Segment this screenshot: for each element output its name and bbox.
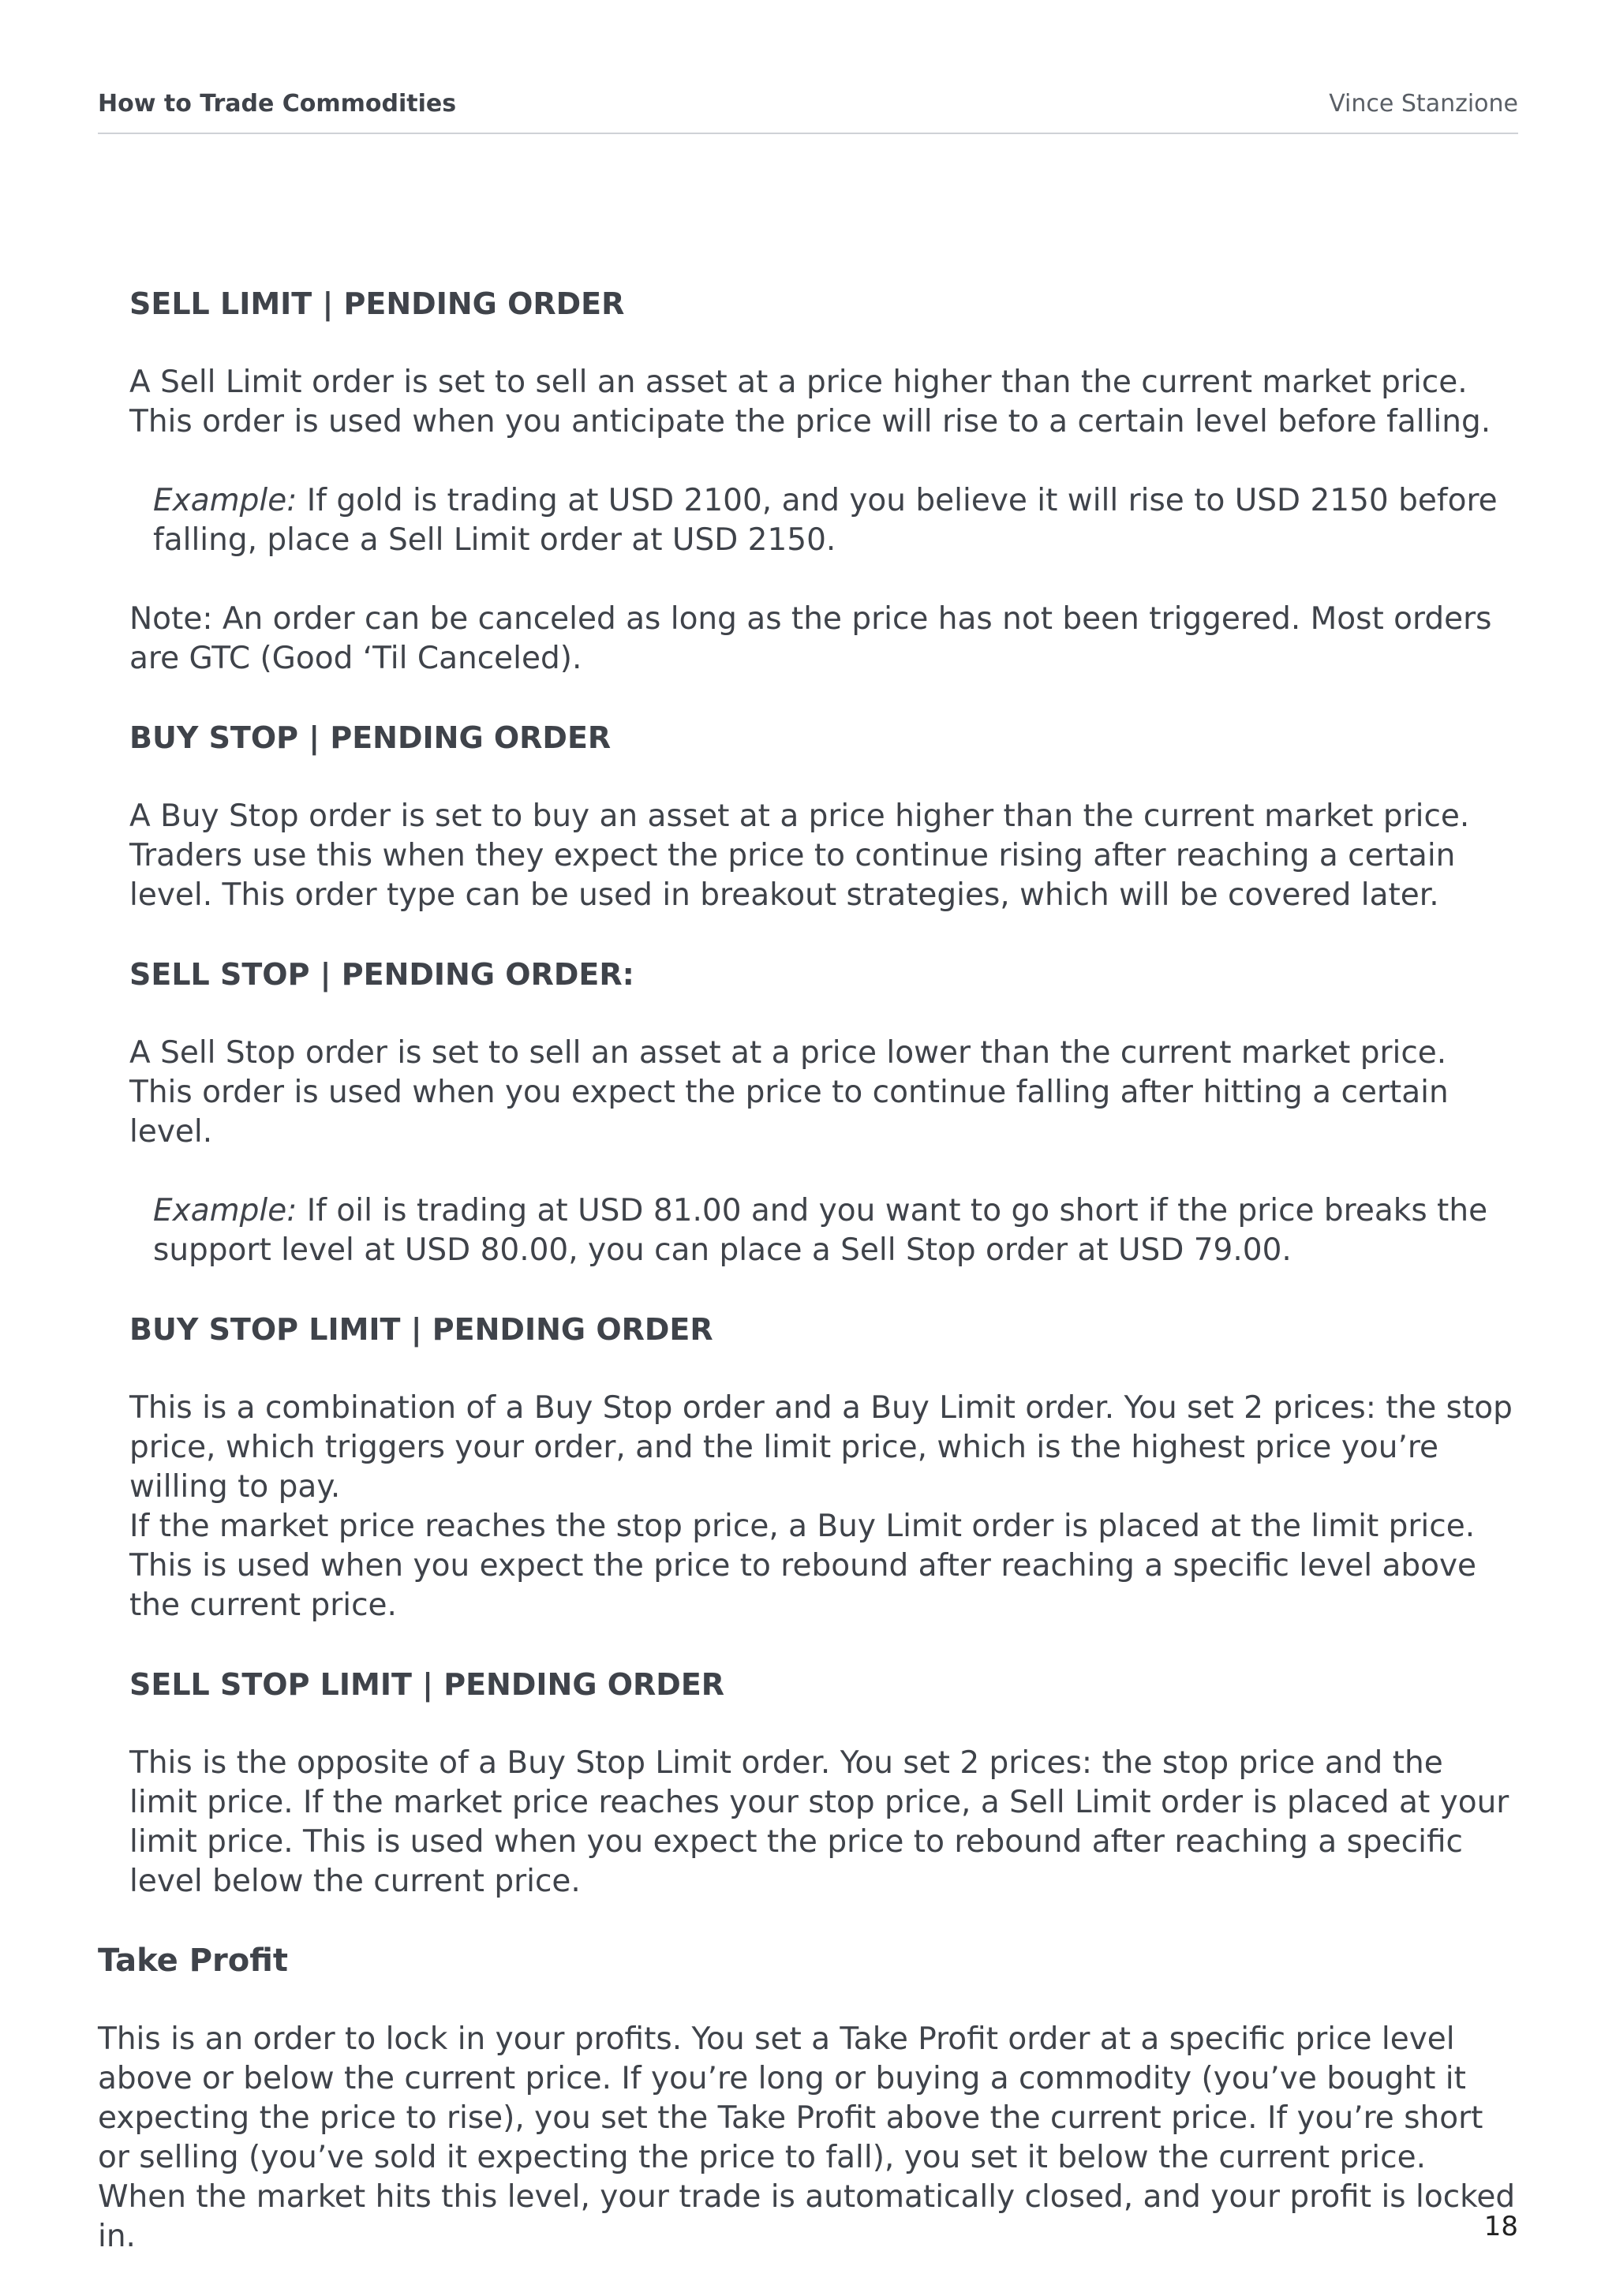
section-sell-stop <box>129 955 1518 1270</box>
page-number: 18 <box>1483 2211 1518 2242</box>
section-heading: SELL STOP LIMIT | PENDING ORDER <box>129 1667 725 1702</box>
section-body: A Buy Stop order is set to buy an asset at a price higher than the current market price. Traders use this when they expect the price to continue rising after reaching a certain level. This order type can be used in breakout strategies, which will be covered later. <box>129 798 1470 913</box>
section-body: This is an order to lock in your profits. You set a Take Profit order at a specific price level above or below the current price. If you’re long or buying a commodity (you’ve bought it expecting the price to rise), you set the Take Profit above the current price. If you’re short or selling (you’ve sold it expecting the price to fall), you set it below the current price. When the market hits this level, your trade is automatically closed, and your profit is locked in. <box>98 2021 1516 2254</box>
section-heading: SELL LIMIT | PENDING ORDER <box>129 286 625 321</box>
example-text: If gold is trading at USD 2100, and you believe it will rise to USD 2150 before falling, place a Sell Limit order at USD 2150. <box>153 483 1498 558</box>
author-name: Vince Stanzione <box>1329 90 1518 118</box>
section-buy-stop-limit <box>129 1310 1518 1625</box>
section-heading: BUY STOP | PENDING ORDER <box>129 720 612 755</box>
example-block <box>153 481 1518 560</box>
page-content <box>98 284 1518 2296</box>
section-body: This is the opposite of a Buy Stop Limit order. You set 2 prices: the stop price and the limit price. If the market price reaches your stop price, a Sell Limit order is placed at your limit price. This is used when you expect the price to rebound after reaching a specific level below the current price. <box>129 1745 1509 1899</box>
body-line-2: If the market price reaches the stop price, a Buy Limit order is placed at the limit price. This is used when you expect the price to rebound after reaching a specific level above the current price. <box>129 1509 1477 1623</box>
section-sell-limit <box>129 284 1518 679</box>
section-heading: Take Profit <box>98 1943 288 1979</box>
section-take-profit <box>98 1941 1518 2257</box>
note-text: Note: An order can be canceled as long as the price has not been triggered. Most orders are GTC (Good ‘Til Canceled). <box>129 601 1492 676</box>
example-label: Example: <box>153 1193 297 1228</box>
section-heading: SELL STOP | PENDING ORDER: <box>129 957 634 992</box>
section-body: A Sell Stop order is set to sell an asset at a price lower than the current market price. This order is used when you expect the price to continue falling after hitting a certain level. <box>129 1035 1449 1150</box>
page-header <box>98 88 1518 134</box>
section-body: A Sell Limit order is set to sell an asset at a price higher than the current market price. This order is used when you anticipate the price will rise to a certain level before falling. <box>129 365 1491 439</box>
example-label: Example: <box>153 483 297 518</box>
body-line-1: This is a combination of a Buy Stop order and a Buy Limit order. You set 2 prices: the stop price, which triggers your order, and the limit price, which is the highest price you’re willing to pay. <box>129 1390 1513 1505</box>
section-body <box>129 1389 1518 1625</box>
example-text: If oil is trading at USD 81.00 and you want to go short if the price breaks the support level at USD 80.00, you can place a Sell Stop order at USD 79.00. <box>153 1193 1488 1268</box>
example-block <box>153 1191 1518 1270</box>
section-sell-stop-limit <box>129 1665 1518 1901</box>
book-title: How to Trade Commodities <box>98 90 457 118</box>
section-buy-stop <box>129 718 1518 915</box>
section-heading: BUY STOP LIMIT | PENDING ORDER <box>129 1312 713 1347</box>
